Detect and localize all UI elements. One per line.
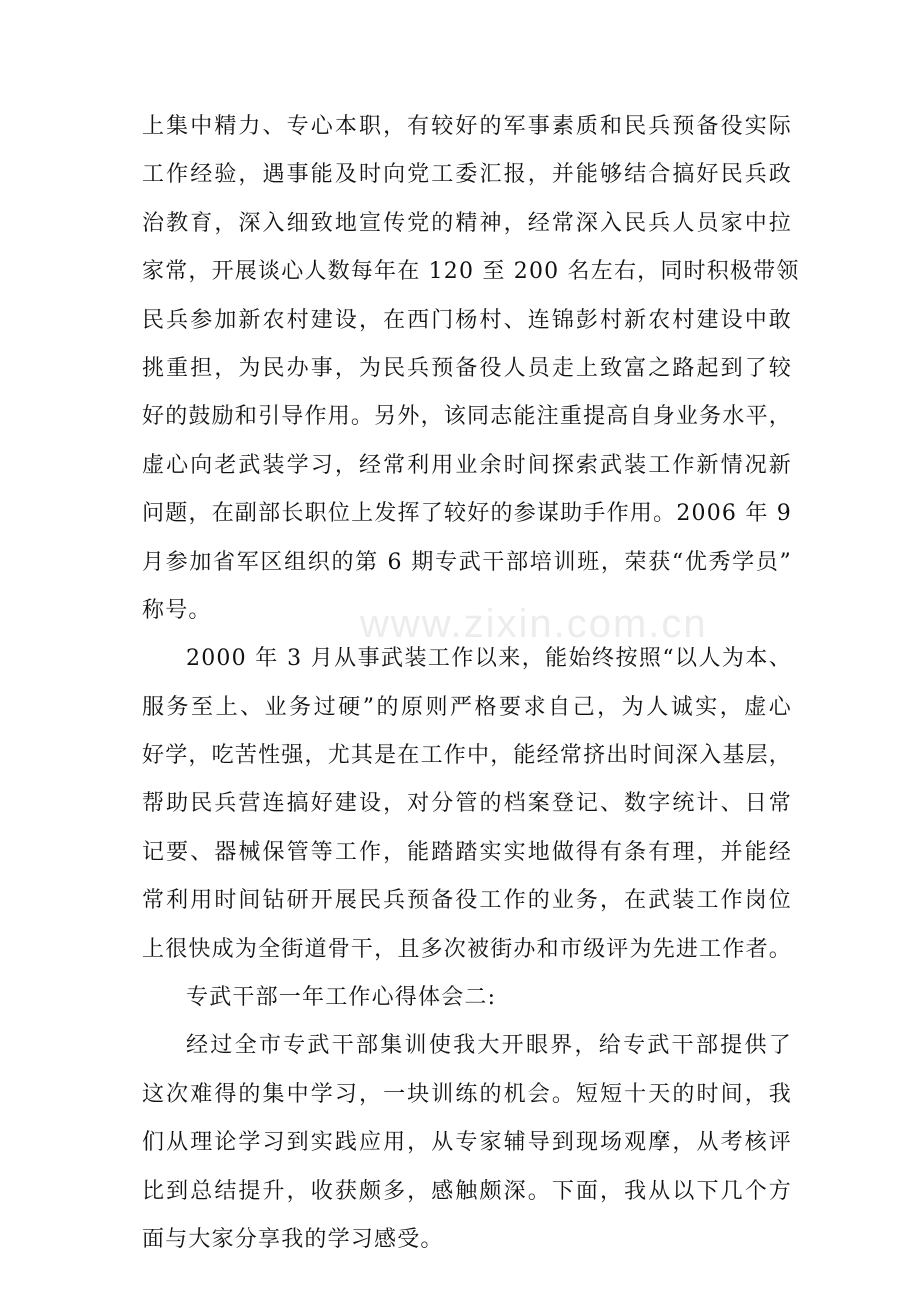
body-text xyxy=(142,103,800,1264)
text-line: 挑重担，为民办事，为民兵预备役人员走上致富之路起到了较 xyxy=(142,355,792,381)
text-line: 称号。 xyxy=(142,597,212,623)
text-line: 上集中精力、专心本职，有较好的军事素质和民兵预备役实际 xyxy=(142,114,792,139)
text-line: 这次难得的集中学习，一块训练的机会。短短十天的时间，我 xyxy=(142,1081,792,1107)
watermark: www.zixin.com.cn xyxy=(360,602,708,646)
text-line: 比到总结提升，收获颇多，感触颇深。下面，我从以下几个方 xyxy=(142,1178,792,1204)
text-line: 工作经验，遇事能及时向党工委汇报，并能够结合搞好民兵政 xyxy=(142,162,792,188)
text-line: 服务至上、业务过硬”的原则严格要求自己，为人诚实，虚心 xyxy=(142,694,792,720)
text-line: 经过全市专武干部集训使我大开眼界，给专武干部提供了 xyxy=(186,1033,792,1059)
text-line: 常利用时间钻研开展民兵预备役工作的业务，在武装工作岗位 xyxy=(142,888,792,914)
text-line: 家常，开展谈心人数每年在 120 至 200 名左右，同时积极带领 xyxy=(142,259,800,285)
text-line: 问题，在副部长职位上发挥了较好的参谋助手作用。2006 年 9 xyxy=(142,501,792,527)
text-line: 记要、器械保管等工作，能踏踏实实地做得有条有理，并能经 xyxy=(142,839,792,865)
text-line: 虚心向老武装学习，经常利用业余时间探索武装工作新情况新 xyxy=(142,452,792,478)
text-line: 帮助民兵营连搞好建设，对分管的档案登记、数字统计、日常 xyxy=(142,791,792,817)
text-line: 好学，吃苦性强，尤其是在工作中，能经常挤出时间深入基层， xyxy=(142,743,792,769)
text-line: 们从理论学习到实践应用，从专家辅导到现场观摩，从考核评 xyxy=(142,1130,792,1156)
text-line: 民兵参加新农村建设，在西门杨村、连锦彭村新农村建设中敢 xyxy=(142,307,792,333)
text-line: 上很快成为全街道骨干，且多次被街办和市级评为先进工作者。 xyxy=(142,936,792,962)
text-line: 好的鼓励和引导作用。另外，该同志能注重提高自身业务水平， xyxy=(142,404,792,430)
text-line: 2000 年 3 月从事武装工作以来，能始终按照“以人为本、 xyxy=(186,646,792,672)
text-line: 面与大家分享我的学习感受。 xyxy=(142,1226,444,1252)
text-line: 月参加省军区组织的第 6 期专武干部培训班，荣获“优秀学员” xyxy=(142,549,792,575)
text-line: 治教育，深入细致地宣传党的精神，经常深入民兵人员家中拉 xyxy=(142,210,792,236)
text-line: 专武干部一年工作心得体会二: xyxy=(186,985,497,1011)
